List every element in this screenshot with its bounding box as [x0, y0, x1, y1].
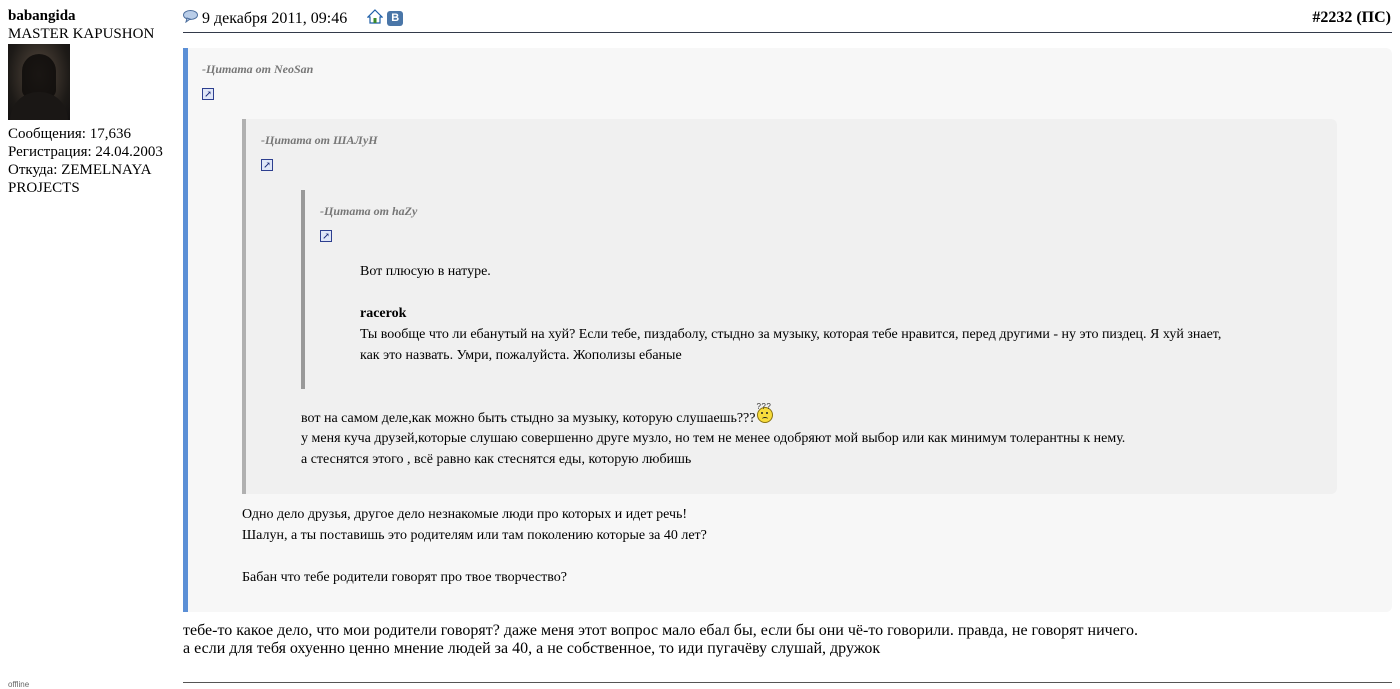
post-number-link[interactable]: #2232 (ПС) — [1312, 9, 1391, 26]
avatar[interactable] — [8, 44, 70, 120]
post-body-line: а если для тебя охуенно ценно мнение людей за 40, а не собственное, то иди пугачёву слушай, дружок — [183, 640, 881, 657]
quote-hazy-intro: Вот плюсую в натуре. — [360, 264, 491, 279]
user-location-line1: Откуда: ZEMELNAYA — [8, 162, 152, 178]
post-header — [183, 7, 1392, 33]
quote-shalun-line — [301, 402, 773, 429]
post-body — [183, 622, 1138, 658]
quote-hazy-author: racerok — [360, 306, 407, 321]
quote-hazy-line: как это назвать. Умри, пожалуйста. Жополизы ебаные — [360, 348, 682, 363]
avatar-shoulders-shape — [10, 92, 68, 120]
post-divider — [183, 682, 1392, 683]
quote-neosan-line: Шалун, а ты поставишь это родителям или там поколению которые за 40 лет? — [242, 528, 707, 543]
quote-source-link-icon[interactable]: ↗ — [261, 159, 273, 171]
quote-shalun-line-text: вот на самом деле,как можно быть стыдно за музыку, которую слушаешь??? — [301, 411, 756, 426]
user-messages-count: Сообщения: 17,636 — [8, 126, 131, 142]
quote-source-link-icon[interactable]: ↗ — [202, 88, 214, 100]
user-location-line2: PROJECTS — [8, 180, 80, 196]
confused-smiley-icon — [756, 402, 773, 423]
post-icon — [183, 10, 198, 28]
quote-source-link-icon[interactable]: ↗ — [320, 230, 332, 242]
quote-neosan-line: Бабан что тебе родители говорят про твое творчество? — [242, 570, 567, 585]
post-body-line: тебе-то какое дело, что мои родители говорят? даже меня этот вопрос мало ебал бы, если бы они чё-то говорили. правда, не говорят ничего. — [183, 622, 1138, 639]
quote-author-hazy: -Цитата от haZy — [320, 204, 418, 218]
quote-shalun-line: у меня куча друзей,которые слушаю совершенно друге музло, но тем не менее одобряют мой выбор или как минимум толерантны к нему. — [301, 431, 1126, 446]
post-date: 9 декабря 2011, 09:46 — [202, 10, 348, 27]
username-link[interactable]: babangida — [8, 8, 76, 24]
vk-share-icon[interactable]: В — [387, 11, 403, 26]
user-sidebar — [8, 7, 178, 197]
home-icon[interactable] — [367, 9, 383, 29]
quote-shalun-line: а стеснятся этого , всё равно как стеснятся еды, которую любишь — [301, 452, 692, 467]
user-registration-date: Регистрация: 24.04.2003 — [8, 144, 163, 160]
quote-hazy-line: Ты вообще что ли ебанутый на хуй? Если тебе, пиздаболу, стыдно за музыку, которая тебе нравится, перед другими - ну это пиздец. Я хуй знает, — [360, 327, 1222, 342]
smiley-question-marks: ??? — [756, 402, 772, 411]
quote-author-neosan: -Цитата от NeoSan — [202, 62, 314, 76]
quote-neosan-line: Одно дело друзья, другое дело незнакомые люди про которых и идет речь! — [242, 507, 688, 522]
smiley-mouth — [762, 417, 768, 421]
online-status: offline — [8, 680, 30, 689]
quote-author-shalun: -Цитата от ШАЛуН — [261, 133, 378, 147]
user-title: MASTER KAPUSHON — [8, 26, 155, 42]
